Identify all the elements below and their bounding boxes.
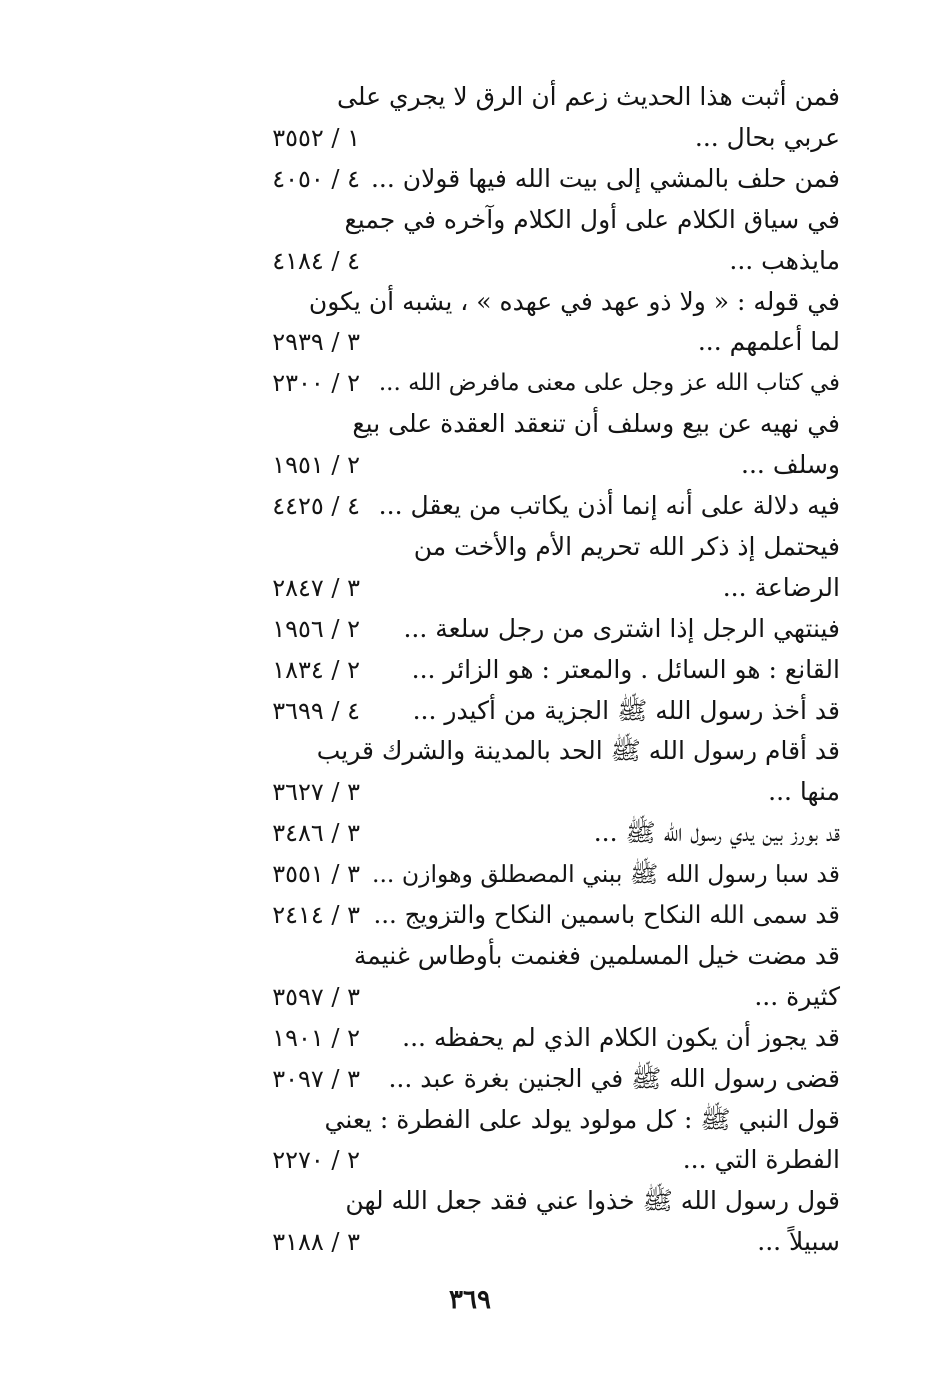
entry-text: قد سبا رسول الله ﷺ ببني المصطلق وهوازن ... xyxy=(371,860,840,889)
index-entry xyxy=(240,363,840,403)
index-entry xyxy=(240,1222,840,1262)
entry-reference: ٢ / ٢٣٠٠ xyxy=(272,369,360,398)
entry-text: وسلف ... xyxy=(741,450,840,480)
entry-reference: ٣ / ٣٠٩٧ xyxy=(272,1064,360,1093)
entry-reference: ٣ / ٢٩٣٩ xyxy=(272,328,360,357)
index-entry xyxy=(240,1181,840,1221)
entry-text: فينتهي الرجل إذا اشترى من رجل سلعة ... xyxy=(403,613,840,643)
index-entry xyxy=(240,527,840,567)
entry-text: الفطرة التي ... xyxy=(682,1145,840,1175)
entry-reference: ٢ / ١٨٣٤ xyxy=(272,655,360,684)
entry-reference: ٢ / ١٩٥٦ xyxy=(272,614,360,643)
index-entry xyxy=(240,568,840,608)
entry-text: مايذهب ... xyxy=(729,245,840,275)
entry-text: القانع : هو السائل . والمعتر : هو الزائر ... xyxy=(411,654,840,684)
index-entry xyxy=(240,854,840,894)
index-entry xyxy=(240,404,840,444)
index-entry xyxy=(240,813,840,853)
entry-text: في قوله : « ولا ذو عهد في عهده » ، يشبه أن يكون xyxy=(308,286,840,316)
index-entry xyxy=(240,282,840,322)
page-number: ٣٦٩ xyxy=(449,1285,491,1315)
index-entry xyxy=(240,322,840,362)
entry-text: فمن أثبت هذا الحديث زعم أن الرق لا يجري على xyxy=(337,82,840,111)
entry-reference: ٢ / ١٩٥١ xyxy=(272,451,360,480)
entry-text: فمن حلف بالمشي إلى بيت الله فيها قولان ... xyxy=(370,163,840,193)
entry-text: منها ... xyxy=(768,777,840,807)
index-entry xyxy=(240,936,840,976)
entry-reference: ٤ / ٤٤٢٥ xyxy=(272,492,360,520)
entry-reference: ٣ / ٣٥٥١ xyxy=(272,860,360,889)
index-entry xyxy=(240,200,840,240)
entry-text: لما أعلمهم ... xyxy=(697,327,840,357)
entry-reference: ٤ / ٤١٨٤ xyxy=(272,246,360,275)
entry-text: قد بورز بين يدي رسول الله ﷺ ... xyxy=(593,818,840,848)
entry-text: قد يجوز أن يكون الكلام الذي لم يحفظه ... xyxy=(402,1022,840,1052)
index-entry xyxy=(240,241,840,281)
index-entry xyxy=(240,1100,840,1140)
index-entry xyxy=(240,118,840,158)
entry-text: فيحتمل إذ ذكر الله تحريم الأم والأخت من xyxy=(413,531,840,561)
entry-reference: ٣ / ٣٥٩٧ xyxy=(272,982,360,1011)
entry-reference: ٤ / ٤٠٥٠ xyxy=(272,164,360,193)
index-entry xyxy=(240,977,840,1017)
index-entry xyxy=(240,1059,840,1099)
entry-reference: ٣ / ٢٤١٤ xyxy=(272,901,360,929)
entry-text: الرضاعة ... xyxy=(722,572,840,602)
entry-text: في كتاب الله عز وجل على معنى مافرض الله ... xyxy=(378,370,840,397)
index-entry xyxy=(240,731,840,771)
entry-reference: ٣ / ٣٦٢٧ xyxy=(272,778,360,807)
index-entry xyxy=(240,1018,840,1058)
entry-text: كثيرة ... xyxy=(754,981,840,1011)
index-entry xyxy=(240,772,840,812)
index-entry xyxy=(240,691,840,731)
entry-text: في سياق الكلام على أول الكلام وآخره في جميع xyxy=(344,204,840,234)
index-entry xyxy=(240,486,840,526)
entry-text: قد مضت خيل المسلمين فغنمت بأوطاس غنيمة xyxy=(353,940,840,970)
entry-reference: ٣ / ٣١٨٨ xyxy=(272,1228,360,1257)
entry-text: قد سمى الله النكاح باسمين النكاح والتزويج ... xyxy=(373,900,840,929)
entry-reference: ٣ / ٢٨٤٧ xyxy=(272,573,360,602)
index-entry xyxy=(240,895,840,935)
entry-text: قضى رسول الله ﷺ في الجنين بغرة عبد ... xyxy=(388,1063,840,1093)
index-entry xyxy=(240,159,840,199)
entry-reference: ١ / ٣٥٥٢ xyxy=(272,123,360,152)
entry-text: قد أقام رسول الله ﷺ الحد بالمدينة والشرك قريب xyxy=(316,736,840,766)
entry-text: فيه دلالة على أنه إنما أذن يكاتب من يعقل ... xyxy=(378,491,840,520)
index-entry xyxy=(240,1140,840,1180)
entry-text: في نهيه عن بيع وسلف أن تنعقد العقدة على بيع xyxy=(352,409,840,439)
entry-text: سبيلاً ... xyxy=(757,1227,840,1257)
entry-text: قول رسول الله ﷺ خذوا عني فقد جعل الله لهن xyxy=(345,1186,840,1216)
entry-text: قول النبي ﷺ : كل مولود يولد على الفطرة : يعني xyxy=(324,1104,840,1134)
entry-text: قد أخذ رسول الله ﷺ الجزية من أكيدر ... xyxy=(412,695,840,725)
index-entry xyxy=(240,77,840,117)
index-entry xyxy=(240,650,840,690)
entry-reference: ٢ / ٢٢٧٠ xyxy=(272,1146,360,1175)
entry-reference: ٢ / ١٩٠١ xyxy=(272,1023,360,1052)
entry-reference: ٣ / ٣٤٨٦ xyxy=(272,819,360,848)
index-entry xyxy=(240,445,840,485)
index-entry xyxy=(240,609,840,649)
entry-text: عربي بحال ... xyxy=(694,122,840,152)
entry-reference: ٤ / ٣٦٩٩ xyxy=(272,696,360,725)
